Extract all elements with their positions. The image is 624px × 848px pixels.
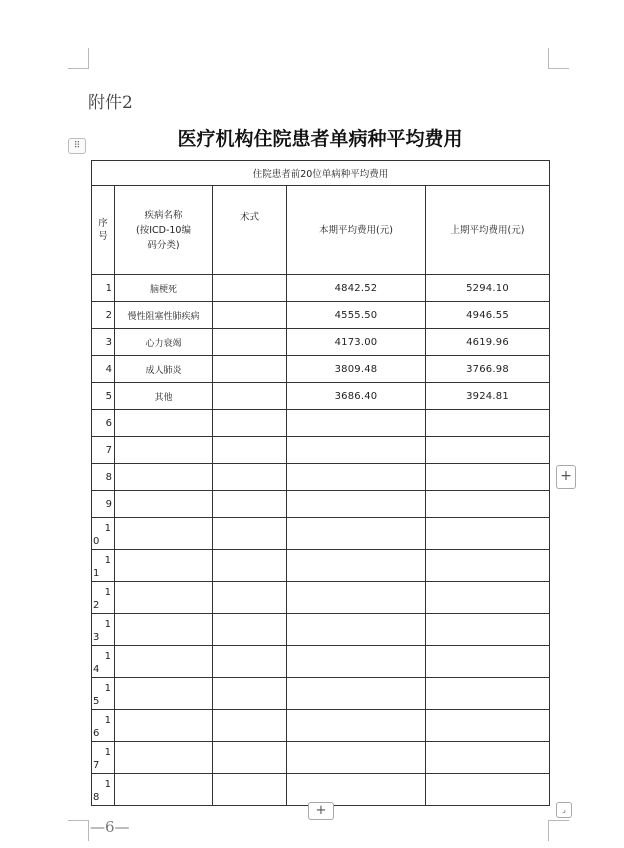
header-current-avg[interactable] (287, 186, 426, 275)
cell-current-avg[interactable]: 4555.50 (287, 302, 426, 329)
cell-current-avg[interactable] (287, 491, 426, 518)
cell-previous-avg[interactable] (426, 582, 550, 614)
cell-seq[interactable]: 2 (92, 302, 115, 329)
cell-current-avg[interactable]: 4842.52 (287, 275, 426, 302)
cell-current-avg[interactable] (287, 464, 426, 491)
cell-previous-avg[interactable] (426, 437, 550, 464)
table-row[interactable] (92, 491, 550, 518)
cell-disease[interactable] (115, 710, 213, 742)
cell-surgery[interactable] (213, 464, 287, 491)
cell-disease[interactable]: 脑梗死 (115, 275, 213, 302)
cell-disease[interactable]: 心力衰竭 (115, 329, 213, 356)
cell-disease[interactable] (115, 774, 213, 806)
cell-seq[interactable] (92, 678, 115, 710)
cell-disease[interactable] (115, 550, 213, 582)
seq-digit-tens: 1 (104, 779, 111, 790)
cell-previous-avg[interactable] (426, 518, 550, 550)
table-row[interactable] (92, 437, 550, 464)
cell-seq[interactable]: 9 (92, 491, 115, 518)
cell-previous-avg[interactable] (426, 774, 550, 806)
cell-seq[interactable] (92, 646, 115, 678)
cell-seq[interactable] (92, 582, 115, 614)
table-row[interactable] (92, 678, 550, 710)
cell-surgery[interactable] (213, 410, 287, 437)
table-row[interactable] (92, 550, 550, 582)
seq-digit-ones: 5 (93, 696, 100, 707)
cell-surgery[interactable] (213, 678, 287, 710)
cell-surgery[interactable] (213, 550, 287, 582)
table-caption[interactable]: 住院患者前20位单病种平均费用 (92, 161, 550, 186)
seq-digit-ones: 7 (93, 760, 100, 771)
document-title: 医疗机构住院患者单病种平均费用 (177, 128, 463, 150)
cell-previous-avg[interactable] (426, 464, 550, 491)
seq-digit-ones: 6 (93, 728, 100, 739)
crop-mark-top-left (68, 48, 89, 69)
cell-seq[interactable]: 4 (92, 356, 115, 383)
table-resize-button[interactable] (556, 802, 572, 818)
seq-digit-ones: 3 (93, 632, 100, 643)
cell-current-avg[interactable] (287, 410, 426, 437)
cell-surgery[interactable] (213, 710, 287, 742)
header-seq-label: 序号 (98, 217, 108, 242)
add-row-button[interactable] (308, 802, 334, 820)
add-column-button[interactable] (556, 465, 576, 489)
cell-disease[interactable]: 慢性阻塞性肺疾病 (115, 302, 213, 329)
cell-surgery[interactable] (213, 518, 287, 550)
seq-digit-tens: 1 (104, 683, 111, 694)
cell-previous-avg[interactable]: 3766.98 (426, 356, 550, 383)
cell-disease[interactable] (115, 582, 213, 614)
cell-surgery[interactable] (213, 383, 287, 410)
cell-current-avg[interactable]: 3809.48 (287, 356, 426, 383)
cell-surgery[interactable] (213, 614, 287, 646)
cell-previous-avg[interactable] (426, 742, 550, 774)
cell-seq[interactable]: 6 (92, 410, 115, 437)
cell-surgery[interactable] (213, 491, 287, 518)
cell-current-avg[interactable] (287, 646, 426, 678)
table-row[interactable] (92, 410, 550, 437)
table-row[interactable] (92, 582, 550, 614)
cell-seq[interactable] (92, 550, 115, 582)
cell-current-avg[interactable] (287, 774, 426, 806)
cell-disease[interactable] (115, 742, 213, 774)
seq-digit-tens: 1 (104, 747, 111, 758)
cell-current-avg[interactable] (287, 678, 426, 710)
seq-digit-tens: 1 (104, 587, 111, 598)
cell-disease[interactable] (115, 464, 213, 491)
cell-current-avg[interactable] (287, 710, 426, 742)
header-previous-avg-label: 上期平均费用(元) (450, 224, 525, 236)
cell-seq[interactable] (92, 710, 115, 742)
cell-disease[interactable] (115, 491, 213, 518)
cell-previous-avg[interactable] (426, 410, 550, 437)
resize-corner-icon: ⌟ (562, 805, 566, 814)
cell-previous-avg[interactable] (426, 614, 550, 646)
cell-surgery[interactable] (213, 329, 287, 356)
cell-previous-avg[interactable] (426, 646, 550, 678)
header-disease[interactable] (115, 186, 213, 275)
table-row[interactable] (92, 646, 550, 678)
cell-seq[interactable]: 1 (92, 275, 115, 302)
table-row[interactable] (92, 464, 550, 491)
cell-previous-avg[interactable] (426, 550, 550, 582)
crop-mark-bottom-left (68, 820, 89, 841)
crop-mark-top-right (548, 48, 569, 69)
cell-previous-avg[interactable]: 5294.10 (426, 275, 550, 302)
cell-seq[interactable]: 5 (92, 383, 115, 410)
cell-disease[interactable]: 其他 (115, 383, 213, 410)
cell-disease[interactable]: 成人肺炎 (115, 356, 213, 383)
table-row[interactable] (92, 329, 550, 356)
header-disease-line3: 码分类) (147, 239, 180, 251)
cell-previous-avg[interactable] (426, 710, 550, 742)
cell-current-avg[interactable] (287, 742, 426, 774)
cell-surgery[interactable] (213, 742, 287, 774)
table-move-handle[interactable] (68, 138, 86, 154)
cell-seq[interactable]: 3 (92, 329, 115, 356)
move-handle-icon: ⠿ (73, 141, 81, 151)
cell-current-avg[interactable]: 3686.40 (287, 383, 426, 410)
cell-current-avg[interactable] (287, 437, 426, 464)
cell-previous-avg[interactable] (426, 491, 550, 518)
table-row[interactable] (92, 710, 550, 742)
header-surgery[interactable] (213, 186, 287, 275)
table-row[interactable] (92, 383, 550, 410)
table-row[interactable] (92, 518, 550, 550)
cell-surgery[interactable] (213, 774, 287, 806)
cell-surgery[interactable] (213, 302, 287, 329)
table-row[interactable] (92, 356, 550, 383)
cell-seq[interactable] (92, 742, 115, 774)
cell-previous-avg[interactable] (426, 678, 550, 710)
cell-seq[interactable] (92, 518, 115, 550)
seq-digit-tens: 1 (104, 555, 111, 566)
seq-digit-ones: 8 (93, 792, 100, 803)
header-current-avg-label: 本期平均费用(元) (319, 224, 393, 236)
table-row[interactable] (92, 614, 550, 646)
table-row[interactable] (92, 742, 550, 774)
cell-surgery[interactable] (213, 582, 287, 614)
cell-seq[interactable]: 7 (92, 437, 115, 464)
header-previous-avg[interactable] (426, 186, 550, 275)
seq-digit-ones: 4 (93, 664, 100, 675)
plus-icon: + (560, 468, 572, 484)
fee-table[interactable] (91, 160, 550, 806)
cell-current-avg[interactable] (287, 582, 426, 614)
plus-icon: + (315, 803, 327, 818)
cell-disease[interactable] (115, 614, 213, 646)
cell-current-avg[interactable]: 4173.00 (287, 329, 426, 356)
cell-disease[interactable] (115, 410, 213, 437)
header-disease-line1: 疾病名称 (144, 209, 183, 221)
crop-mark-bottom-right (548, 820, 569, 841)
cell-seq[interactable] (92, 774, 115, 806)
seq-digit-ones: 2 (93, 600, 100, 611)
cell-current-avg[interactable] (287, 614, 426, 646)
header-disease-line2: (按ICD-10编 (136, 224, 191, 236)
cell-surgery[interactable] (213, 275, 287, 302)
cell-surgery[interactable] (213, 356, 287, 383)
cell-disease[interactable] (115, 646, 213, 678)
table-row[interactable] (92, 275, 550, 302)
seq-digit-ones: 0 (93, 536, 100, 547)
table-row[interactable] (92, 302, 550, 329)
seq-digit-tens: 1 (104, 715, 111, 726)
cell-seq[interactable]: 8 (92, 464, 115, 491)
cell-disease[interactable] (115, 678, 213, 710)
cell-disease[interactable] (115, 437, 213, 464)
table-row[interactable] (92, 774, 550, 806)
cell-disease[interactable] (115, 518, 213, 550)
attachment-label: 附件2 (88, 93, 133, 113)
seq-digit-ones: 1 (93, 568, 100, 579)
cell-previous-avg[interactable]: 4946.55 (426, 302, 550, 329)
page-number: —6— (90, 818, 130, 836)
header-seq[interactable] (92, 186, 115, 275)
seq-digit-tens: 1 (104, 651, 111, 662)
cell-current-avg[interactable] (287, 550, 426, 582)
cell-current-avg[interactable] (287, 518, 426, 550)
seq-digit-tens: 1 (104, 523, 111, 534)
cell-surgery[interactable] (213, 437, 287, 464)
cell-previous-avg[interactable]: 4619.96 (426, 329, 550, 356)
seq-digit-tens: 1 (104, 619, 111, 630)
cell-seq[interactable] (92, 614, 115, 646)
header-surgery-label: 术式 (239, 212, 259, 223)
cell-previous-avg[interactable]: 3924.81 (426, 383, 550, 410)
cell-surgery[interactable] (213, 646, 287, 678)
